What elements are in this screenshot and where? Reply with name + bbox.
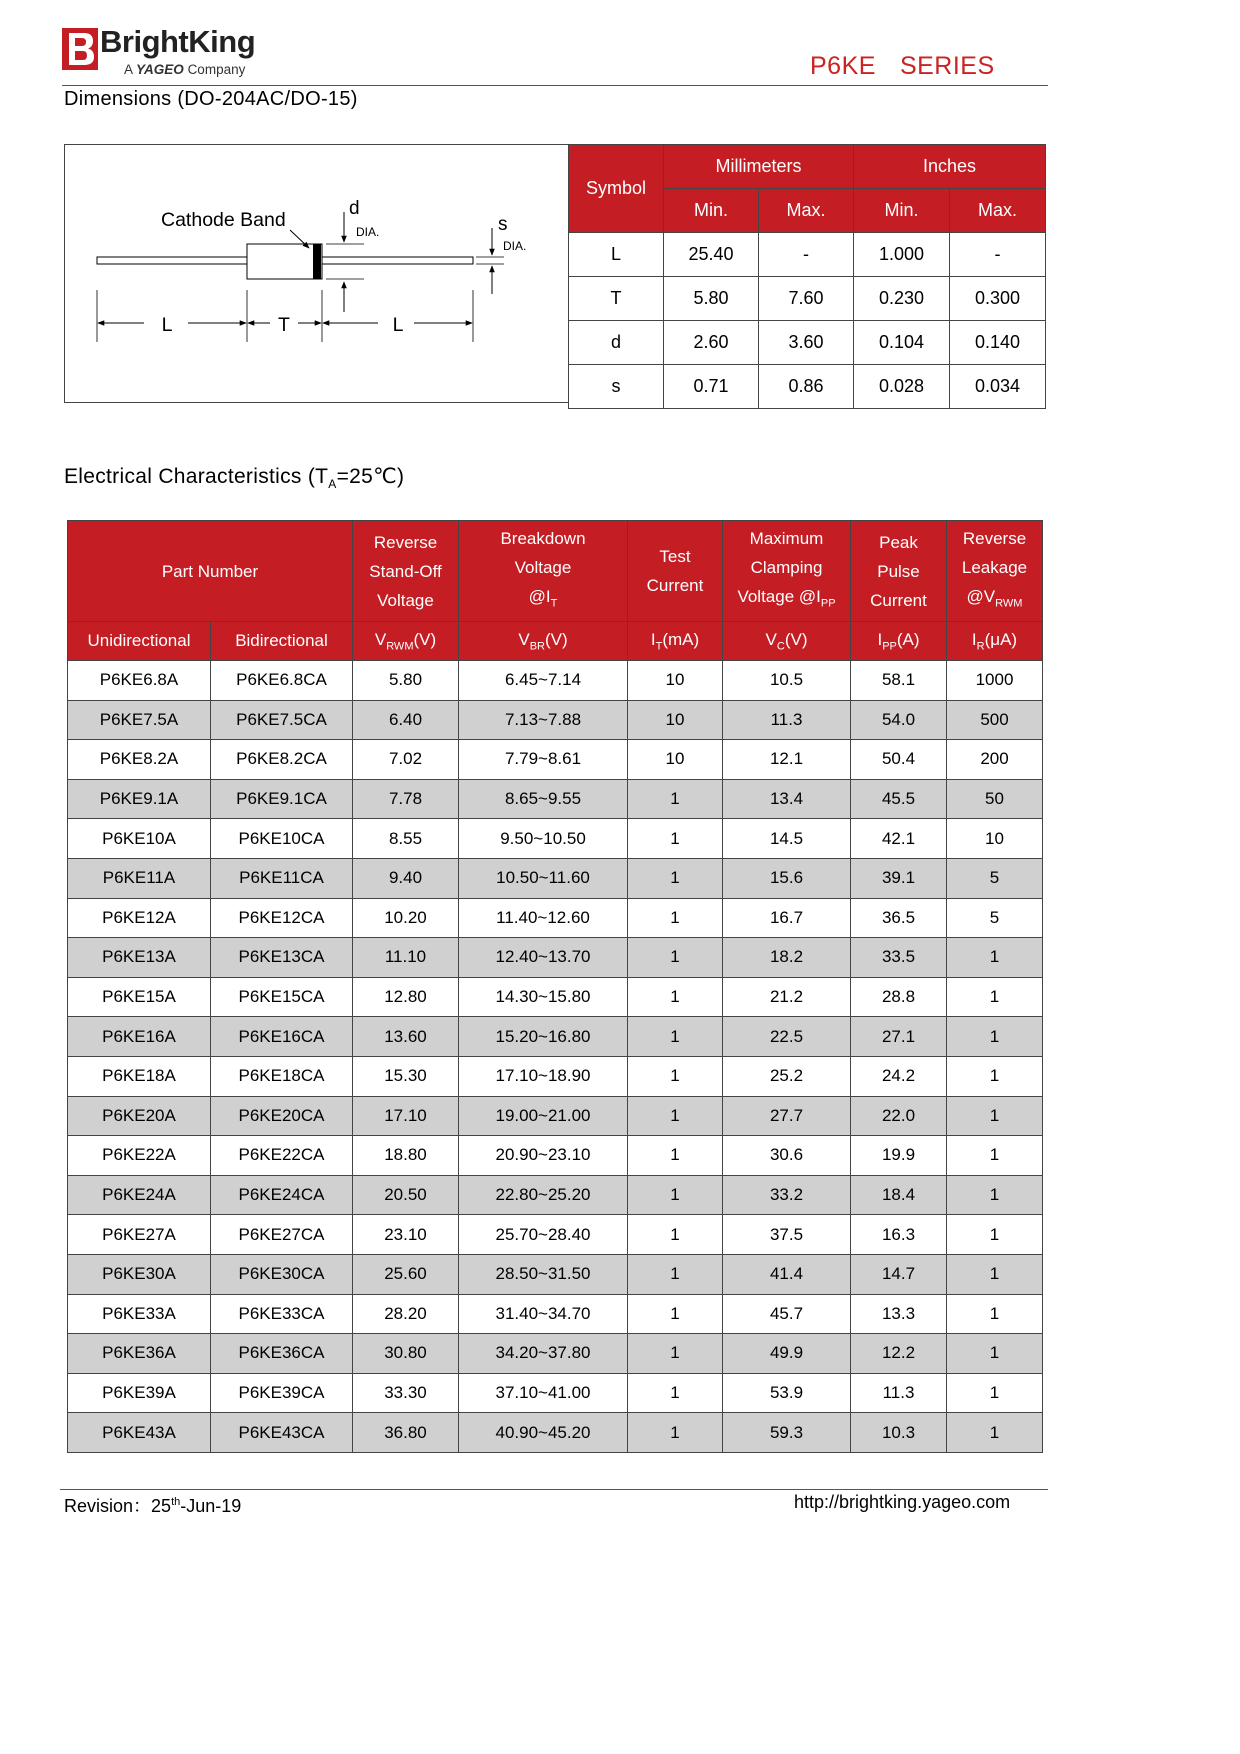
- dim-cell: 0.104: [854, 321, 950, 365]
- website-url: http://brightking.yageo.com: [794, 1492, 1011, 1512]
- part-cell: 33.30: [353, 1373, 459, 1413]
- part-row: [68, 779, 1043, 819]
- part-cell: P6KE8.2CA: [211, 740, 353, 780]
- footer-divider: [60, 1489, 1048, 1490]
- part-cell: 59.3: [723, 1413, 851, 1453]
- part-cell: P6KE30CA: [211, 1254, 353, 1294]
- cathode-band: [313, 244, 321, 279]
- part-row: [68, 1294, 1043, 1334]
- part-cell: 11.40~12.60: [459, 898, 628, 938]
- ipp-unit-header: $I_{PP}(A)$: [851, 622, 947, 661]
- revision-date: Revision：25th-Jun-19: [64, 1496, 242, 1516]
- part-cell: 5: [947, 898, 1043, 938]
- part-cell: 1: [628, 819, 723, 859]
- dim-cell: T: [569, 277, 664, 321]
- part-cell: P6KE22A: [68, 1136, 211, 1176]
- part-cell: 1: [947, 1017, 1043, 1057]
- part-cell: P6KE10CA: [211, 819, 353, 859]
- ir-unit-header: $I_R(\mu A)$: [947, 622, 1043, 661]
- part-row: [68, 1056, 1043, 1096]
- dim-row: [569, 277, 1046, 321]
- header-divider: [62, 85, 1048, 86]
- part-cell: 18.80: [353, 1136, 459, 1176]
- millimeters-header: Millimeters: [664, 145, 854, 189]
- part-cell: P6KE12CA: [211, 898, 353, 938]
- part-cell: 6.40: [353, 700, 459, 740]
- tagline-suffix: Company: [187, 62, 246, 77]
- symbol-header: Symbol: [569, 145, 664, 233]
- brand-name: BrightKing: [100, 24, 256, 59]
- unidirectional-header: Unidirectional: [68, 622, 211, 661]
- part-cell: 10.3: [851, 1413, 947, 1453]
- part-cell: 1: [947, 1215, 1043, 1255]
- part-cell: 1: [628, 1017, 723, 1057]
- dim-cell: 7.60: [759, 277, 854, 321]
- part-cell: 20.50: [353, 1175, 459, 1215]
- part-row: [68, 1334, 1043, 1374]
- part-cell: 1: [628, 898, 723, 938]
- part-cell: 28.20: [353, 1294, 459, 1334]
- part-cell: P6KE36A: [68, 1334, 211, 1374]
- part-cell: 34.20~37.80: [459, 1334, 628, 1374]
- part-cell: 22.0: [851, 1096, 947, 1136]
- part-cell: 1: [628, 1254, 723, 1294]
- part-cell: 33.2: [723, 1175, 851, 1215]
- part-cell: P6KE24A: [68, 1175, 211, 1215]
- part-cell: 8.65~9.55: [459, 779, 628, 819]
- part-cell: 14.5: [723, 819, 851, 859]
- part-cell: 1: [947, 1056, 1043, 1096]
- part-row: [68, 661, 1043, 701]
- part-cell: 500: [947, 700, 1043, 740]
- dim-cell: L: [569, 233, 664, 277]
- part-cell: 10.5: [723, 661, 851, 701]
- part-cell: 1: [628, 938, 723, 978]
- part-cell: P6KE10A: [68, 819, 211, 859]
- part-cell: 21.2: [723, 977, 851, 1017]
- yageo-wordmark: YAGEO: [136, 62, 184, 77]
- vc-unit-header: $V_C(V)$: [723, 622, 851, 661]
- part-cell: P6KE20CA: [211, 1096, 353, 1136]
- part-cell: P6KE39CA: [211, 1373, 353, 1413]
- in-max-header: Max.: [950, 189, 1046, 233]
- part-cell: P6KE7.5CA: [211, 700, 353, 740]
- part-cell: P6KE36CA: [211, 1334, 353, 1374]
- vbr-unit-header: $V_{BR}(V)$: [459, 622, 628, 661]
- part-cell: P6KE33A: [68, 1294, 211, 1334]
- part-cell: 16.7: [723, 898, 851, 938]
- part-cell: 27.7: [723, 1096, 851, 1136]
- elec-unit-row: [68, 622, 1043, 661]
- part-cell: 1: [947, 1373, 1043, 1413]
- part-row: [68, 1373, 1043, 1413]
- part-cell: 18.2: [723, 938, 851, 978]
- part-cell: P6KE33CA: [211, 1294, 353, 1334]
- part-cell: 11.10: [353, 938, 459, 978]
- part-cell: 24.2: [851, 1056, 947, 1096]
- part-cell: P6KE12A: [68, 898, 211, 938]
- part-cell: P6KE18A: [68, 1056, 211, 1096]
- tagline-prefix: A: [124, 62, 133, 77]
- part-cell: 45.5: [851, 779, 947, 819]
- part-cell: 1: [628, 1215, 723, 1255]
- part-cell: P6KE27CA: [211, 1215, 353, 1255]
- part-cell: 7.78: [353, 779, 459, 819]
- dim-cell: 0.300: [950, 277, 1046, 321]
- part-cell: P6KE9.1A: [68, 779, 211, 819]
- part-cell: 1: [947, 1413, 1043, 1453]
- electrical-table: [67, 520, 1043, 1453]
- part-cell: P6KE11A: [68, 858, 211, 898]
- part-row: [68, 1017, 1043, 1057]
- part-cell: 1: [947, 938, 1043, 978]
- part-cell: P6KE27A: [68, 1215, 211, 1255]
- left-lead: [97, 257, 247, 264]
- part-row: [68, 1413, 1043, 1453]
- part-cell: 58.1: [851, 661, 947, 701]
- part-cell: 54.0: [851, 700, 947, 740]
- part-cell: 23.10: [353, 1215, 459, 1255]
- part-cell: 20.90~23.10: [459, 1136, 628, 1176]
- part-cell: 15.20~16.80: [459, 1017, 628, 1057]
- part-cell: 17.10~18.90: [459, 1056, 628, 1096]
- part-cell: 50: [947, 779, 1043, 819]
- breakdown-voltage-header: Breakdown Voltage $@I_T$: [459, 521, 628, 622]
- part-cell: 19.9: [851, 1136, 947, 1176]
- part-cell: 1000: [947, 661, 1043, 701]
- part-cell: 7.02: [353, 740, 459, 780]
- dim-header-row: [569, 145, 1046, 189]
- dim-cell: -: [950, 233, 1046, 277]
- peak-pulse-current-header: Peak Pulse Current: [851, 521, 947, 622]
- part-cell: 19.00~21.00: [459, 1096, 628, 1136]
- part-cell: 12.40~13.70: [459, 938, 628, 978]
- inches-header: Inches: [854, 145, 1046, 189]
- electrical-table-body: [68, 661, 1043, 1453]
- part-cell: 25.70~28.40: [459, 1215, 628, 1255]
- part-cell: 13.60: [353, 1017, 459, 1057]
- part-cell: 1: [628, 1334, 723, 1374]
- part-cell: P6KE8.2A: [68, 740, 211, 780]
- part-cell: 10: [628, 700, 723, 740]
- part-cell: 42.1: [851, 819, 947, 859]
- part-row: [68, 700, 1043, 740]
- part-cell: P6KE6.8A: [68, 661, 211, 701]
- brightking-logo-icon: [62, 28, 98, 70]
- dim-row: [569, 233, 1046, 277]
- part-row: [68, 898, 1043, 938]
- dim-cell: 0.71: [664, 365, 759, 409]
- part-row: [68, 858, 1043, 898]
- part-cell: 12.80: [353, 977, 459, 1017]
- part-cell: P6KE22CA: [211, 1136, 353, 1176]
- l-right-label: L: [392, 314, 404, 336]
- t-label: T: [278, 314, 290, 336]
- part-cell: 22.5: [723, 1017, 851, 1057]
- part-cell: 5.80: [353, 661, 459, 701]
- electrical-title-text: Electrical Characteristics (T: [64, 465, 329, 488]
- series-word: SERIES: [899, 52, 995, 80]
- part-cell: 1: [628, 1373, 723, 1413]
- d-dia-label: DIA.: [356, 225, 380, 239]
- vrwm-unit-header: $V_{RWM}(V)$: [353, 622, 459, 661]
- part-cell: 10: [947, 819, 1043, 859]
- part-cell: 13.3: [851, 1294, 947, 1334]
- part-cell: 1: [628, 1136, 723, 1176]
- part-cell: 36.5: [851, 898, 947, 938]
- dim-cell: 25.40: [664, 233, 759, 277]
- part-cell: 25.60: [353, 1254, 459, 1294]
- part-cell: 28.50~31.50: [459, 1254, 628, 1294]
- part-cell: 16.3: [851, 1215, 947, 1255]
- part-cell: P6KE20A: [68, 1096, 211, 1136]
- diode-body: [247, 244, 322, 279]
- clamping-voltage-header: Maximum Clamping Voltage $@I_{PP}$: [723, 521, 851, 622]
- part-cell: 1: [628, 858, 723, 898]
- part-cell: 5: [947, 858, 1043, 898]
- mm-min-header: Min.: [664, 189, 759, 233]
- part-cell: 41.4: [723, 1254, 851, 1294]
- part-cell: 1: [628, 1056, 723, 1096]
- part-cell: P6KE7.5A: [68, 700, 211, 740]
- part-cell: 1: [628, 1175, 723, 1215]
- part-cell: 1: [628, 779, 723, 819]
- in-min-header: Min.: [854, 189, 950, 233]
- dim-cell: 0.034: [950, 365, 1046, 409]
- part-cell: 15.30: [353, 1056, 459, 1096]
- part-row: [68, 1254, 1043, 1294]
- part-cell: 31.40~34.70: [459, 1294, 628, 1334]
- part-cell: 1: [628, 1294, 723, 1334]
- part-cell: P6KE11CA: [211, 858, 353, 898]
- it-unit-header: $I_T(mA)$: [628, 622, 723, 661]
- dimensions-table: [568, 144, 1046, 409]
- part-cell: 27.1: [851, 1017, 947, 1057]
- reverse-leakage-header: Reverse Leakage $@V_{RWM}$: [947, 521, 1043, 622]
- part-cell: 18.4: [851, 1175, 947, 1215]
- part-cell: 1: [628, 1096, 723, 1136]
- part-cell: P6KE16CA: [211, 1017, 353, 1057]
- part-cell: 28.8: [851, 977, 947, 1017]
- part-cell: 11.3: [851, 1373, 947, 1413]
- dim-cell: 0.140: [950, 321, 1046, 365]
- part-cell: P6KE18CA: [211, 1056, 353, 1096]
- part-cell: 10: [628, 661, 723, 701]
- part-cell: 11.3: [723, 700, 851, 740]
- part-number-header: Part Number: [68, 521, 353, 622]
- part-row: [68, 1136, 1043, 1176]
- part-cell: 1: [628, 1413, 723, 1453]
- dim-cell: 5.80: [664, 277, 759, 321]
- part-cell: P6KE6.8CA: [211, 661, 353, 701]
- dimensions-table-body: [569, 233, 1046, 409]
- dimensions-title: Dimensions (DO-204AC/DO-15): [64, 88, 358, 110]
- part-cell: 1: [628, 977, 723, 1017]
- part-cell: 53.9: [723, 1373, 851, 1413]
- part-cell: 6.45~7.14: [459, 661, 628, 701]
- electrical-title-sub: A: [328, 477, 337, 492]
- part-row: [68, 740, 1043, 780]
- electrical-title-temp: =25℃): [336, 465, 405, 488]
- dim-cell: -: [759, 233, 854, 277]
- part-cell: 40.90~45.20: [459, 1413, 628, 1453]
- part-cell: 9.40: [353, 858, 459, 898]
- part-cell: P6KE13CA: [211, 938, 353, 978]
- part-cell: P6KE39A: [68, 1373, 211, 1413]
- dim-cell: 1.000: [854, 233, 950, 277]
- part-cell: 1: [947, 977, 1043, 1017]
- part-cell: 1: [947, 1334, 1043, 1374]
- dim-cell: 3.60: [759, 321, 854, 365]
- part-cell: 12.2: [851, 1334, 947, 1374]
- part-cell: 30.80: [353, 1334, 459, 1374]
- part-cell: 33.5: [851, 938, 947, 978]
- part-row: [68, 1175, 1043, 1215]
- dim-cell: 2.60: [664, 321, 759, 365]
- package-diagram: [64, 144, 569, 403]
- part-cell: 10.20: [353, 898, 459, 938]
- part-cell: 1: [947, 1254, 1043, 1294]
- series-name: P6KE: [810, 52, 876, 80]
- part-cell: 1: [947, 1136, 1043, 1176]
- dim-cell: s: [569, 365, 664, 409]
- dim-cell: d: [569, 321, 664, 365]
- part-cell: 10: [628, 740, 723, 780]
- part-row: [68, 1215, 1043, 1255]
- part-cell: P6KE24CA: [211, 1175, 353, 1215]
- dim-cell: 0.86: [759, 365, 854, 409]
- part-cell: 37.5: [723, 1215, 851, 1255]
- part-cell: 13.4: [723, 779, 851, 819]
- part-cell: 8.55: [353, 819, 459, 859]
- series-title: [810, 52, 995, 81]
- part-cell: 39.1: [851, 858, 947, 898]
- part-cell: 14.30~15.80: [459, 977, 628, 1017]
- part-cell: P6KE43A: [68, 1413, 211, 1453]
- part-cell: 30.6: [723, 1136, 851, 1176]
- dim-row: [569, 365, 1046, 409]
- part-cell: P6KE15CA: [211, 977, 353, 1017]
- part-row: [68, 1096, 1043, 1136]
- part-cell: 200: [947, 740, 1043, 780]
- part-cell: P6KE15A: [68, 977, 211, 1017]
- mm-max-header: Max.: [759, 189, 854, 233]
- part-cell: 7.13~7.88: [459, 700, 628, 740]
- part-cell: 22.80~25.20: [459, 1175, 628, 1215]
- bidirectional-header: Bidirectional: [211, 622, 353, 661]
- right-lead: [322, 257, 473, 264]
- part-cell: 12.1: [723, 740, 851, 780]
- part-cell: 17.10: [353, 1096, 459, 1136]
- part-cell: 7.79~8.61: [459, 740, 628, 780]
- test-current-header: Test Current: [628, 521, 723, 622]
- part-row: [68, 819, 1043, 859]
- part-cell: P6KE30A: [68, 1254, 211, 1294]
- part-cell: 10.50~11.60: [459, 858, 628, 898]
- part-cell: 1: [947, 1294, 1043, 1334]
- part-cell: 36.80: [353, 1413, 459, 1453]
- s-dia-label: DIA.: [503, 239, 527, 253]
- part-cell: 14.7: [851, 1254, 947, 1294]
- electrical-title: [64, 464, 404, 491]
- part-cell: 37.10~41.00: [459, 1373, 628, 1413]
- part-row: [68, 938, 1043, 978]
- s-symbol: s: [498, 214, 508, 235]
- cathode-band-label: Cathode Band: [161, 209, 286, 231]
- part-cell: 49.9: [723, 1334, 851, 1374]
- d-symbol: d: [349, 198, 360, 219]
- part-row: [68, 977, 1043, 1017]
- elec-header-row: [68, 521, 1043, 622]
- dim-cell: 0.028: [854, 365, 950, 409]
- dim-row: [569, 321, 1046, 365]
- part-cell: 50.4: [851, 740, 947, 780]
- brand-tagline: [124, 62, 245, 77]
- part-cell: 15.6: [723, 858, 851, 898]
- part-cell: P6KE16A: [68, 1017, 211, 1057]
- l-left-label: L: [161, 314, 173, 336]
- part-cell: 45.7: [723, 1294, 851, 1334]
- part-cell: P6KE43CA: [211, 1413, 353, 1453]
- part-cell: 1: [947, 1096, 1043, 1136]
- part-cell: P6KE9.1CA: [211, 779, 353, 819]
- part-cell: 9.50~10.50: [459, 819, 628, 859]
- standoff-voltage-header: Reverse Stand-Off Voltage: [353, 521, 459, 622]
- part-cell: 25.2: [723, 1056, 851, 1096]
- part-cell: P6KE13A: [68, 938, 211, 978]
- dim-cell: 0.230: [854, 277, 950, 321]
- part-cell: 1: [947, 1175, 1043, 1215]
